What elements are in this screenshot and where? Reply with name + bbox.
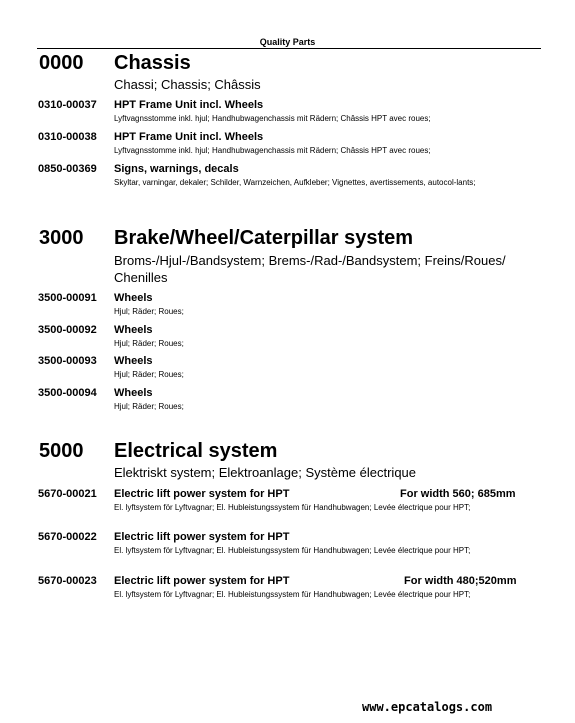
part-description: Hjul; Räder; Roues; xyxy=(114,339,184,348)
section-subtitle: Elektriskt system; Elektroanlage; Système électrique xyxy=(114,465,417,480)
part-description: El. lyftsystem för Lyftvagnar; El. Hubleistungssystem für Handhubwagen; Levée électrique pour HPT; xyxy=(114,503,471,512)
part-number: 3500-00091 xyxy=(38,292,97,304)
part-name: Electric lift power system for HPT xyxy=(114,531,290,543)
part-name: Wheels xyxy=(114,292,153,304)
part-description: El. lyftsystem för Lyftvagnar; El. Hubleistungssystem für Handhubwagen; Levée électrique pour HPT; xyxy=(114,546,471,555)
part-number: 0310-00038 xyxy=(38,131,97,143)
part-number: 0310-00037 xyxy=(38,99,97,111)
part-number: 3500-00092 xyxy=(38,324,97,336)
part-description: Skyltar, varningar, dekaler; Schilder, Warnzeichen, Aufkleber; Vignettes, avertissements, autocol-lants; xyxy=(114,178,476,187)
website-link[interactable]: www.epcatalogs.com xyxy=(362,700,493,714)
part-name: HPT Frame Unit incl. Wheels xyxy=(114,99,264,111)
part-number: 3500-00094 xyxy=(38,387,97,399)
section-title: Brake/Wheel/Caterpillar system xyxy=(114,227,414,249)
section-code: 0000 xyxy=(39,52,84,74)
part-number: 5670-00022 xyxy=(38,531,97,543)
part-name: Wheels xyxy=(114,324,153,336)
part-name: Electric lift power system for HPT xyxy=(114,575,290,587)
section-title: Chassis xyxy=(114,52,191,74)
part-description: Hjul; Räder; Roues; xyxy=(114,370,184,379)
section-subtitle: Chassi; Chassis; Châssis xyxy=(114,77,261,92)
part-width-note: For width 560; 685mm xyxy=(400,488,516,500)
section-title: Electrical system xyxy=(114,440,278,462)
part-name: Wheels xyxy=(114,355,153,367)
part-number: 5670-00023 xyxy=(38,575,97,587)
part-number: 5670-00021 xyxy=(38,488,97,500)
part-name: Wheels xyxy=(114,387,153,399)
part-name: Signs, warnings, decals xyxy=(114,163,239,175)
section-subtitle: Broms-/Hjul-/Bandsystem; Brems-/Rad-/Bandsystem; Freins/Roues/ Chenilles xyxy=(114,253,506,285)
header-divider xyxy=(37,48,541,49)
part-number: 3500-00093 xyxy=(38,355,97,367)
page-header-title: Quality Parts xyxy=(259,37,316,47)
part-number: 0850-00369 xyxy=(38,163,97,175)
part-description: Lyftvagnsstomme inkl. hjul; Handhubwagenchassis mit Rädern; Châssis HPT avec roues; xyxy=(114,114,431,123)
part-name: Electric lift power system for HPT xyxy=(114,488,290,500)
section-code: 3000 xyxy=(39,227,84,249)
part-description: Hjul; Räder; Roues; xyxy=(114,307,184,316)
section-code: 5000 xyxy=(39,440,84,462)
part-width-note: For width 480;520mm xyxy=(404,575,517,587)
part-description: Hjul; Räder; Roues; xyxy=(114,402,184,411)
part-name: HPT Frame Unit incl. Wheels xyxy=(114,131,264,143)
part-description: Lyftvagnsstomme inkl. hjul; Handhubwagenchassis mit Rädern; Châssis HPT avec roues; xyxy=(114,146,431,155)
part-description: El. lyftsystem för Lyftvagnar; El. Hubleistungssystem für Handhubwagen; Levée électrique pour HPT; xyxy=(114,590,471,599)
